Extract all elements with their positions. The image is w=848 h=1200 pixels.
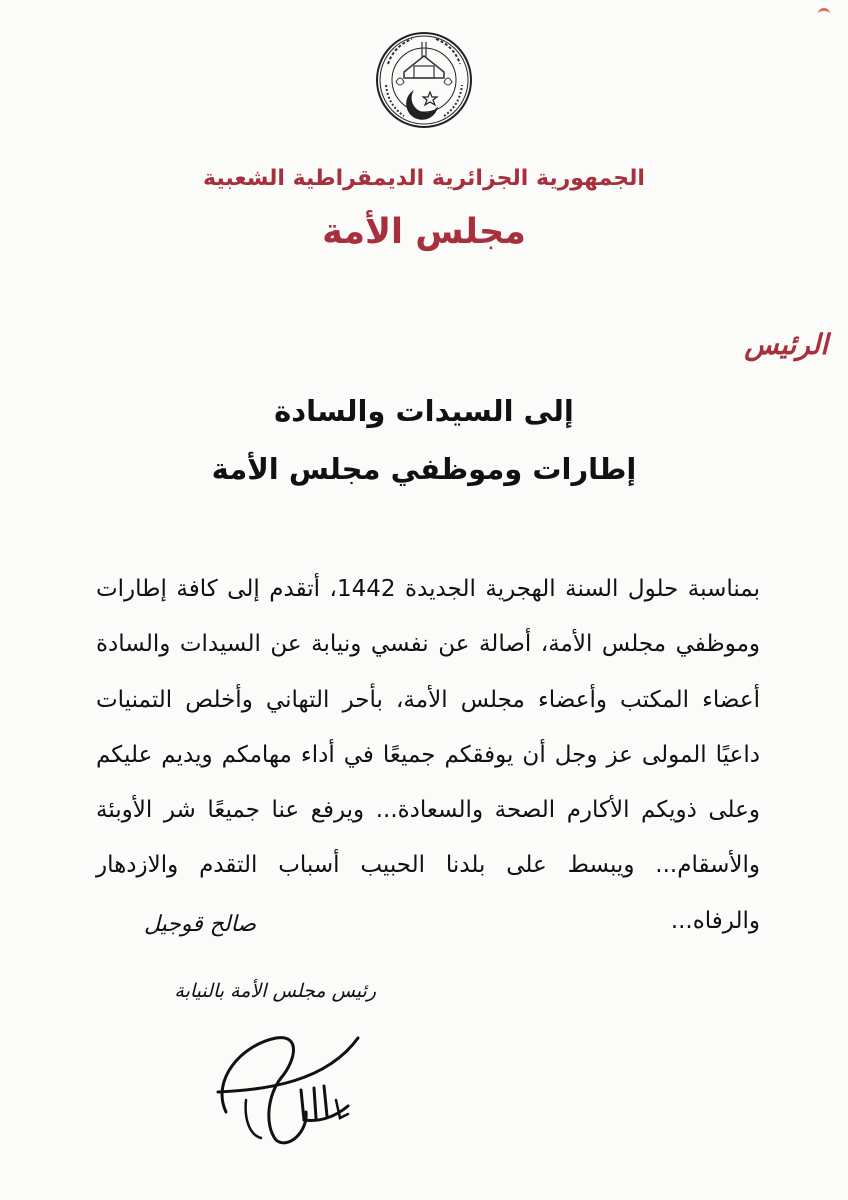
republic-name: الجمهورية الجزائرية الديمقراطية الشعبية (203, 166, 645, 191)
handwritten-signature (206, 1020, 366, 1150)
corner-mark (818, 8, 830, 19)
address-line-2: إطارات وموظفي مجلس الأمة (211, 452, 637, 486)
office-title: الرئيس (744, 328, 828, 361)
national-seal-icon (374, 30, 474, 130)
address-line-1: إلى السيدات والسادة (274, 394, 574, 428)
signer-title: رئيس مجلس الأمة بالنيابة (174, 980, 376, 1002)
signer-name: صالح قوجيل (143, 912, 256, 937)
council-name: مجلس الأمة (322, 212, 526, 252)
message-body: بمناسبة حلول السنة الهجرية الجديدة 1442، أتقدم إلى كافة إطارات وموظفي مجلس الأمة، أصالة عن نفسي ونيابة عن السيدات والسادة أعضاء المكتب وأعضاء مجلس الأمة، بأحر التهاني وأخلص التمنيات داعيًا المولى عز وجل أن يوفقكم جميعًا في أداء مهامكم ويديم عليكم وعلى ذويكم الأكارم الصحة والسعادة... ويرفع عنا جميعًا شر الأوبئة والأسقام... ويبسط على بلدنا الحبيب أسباب التقدم والازدهار والرفاه... (96, 576, 761, 934)
